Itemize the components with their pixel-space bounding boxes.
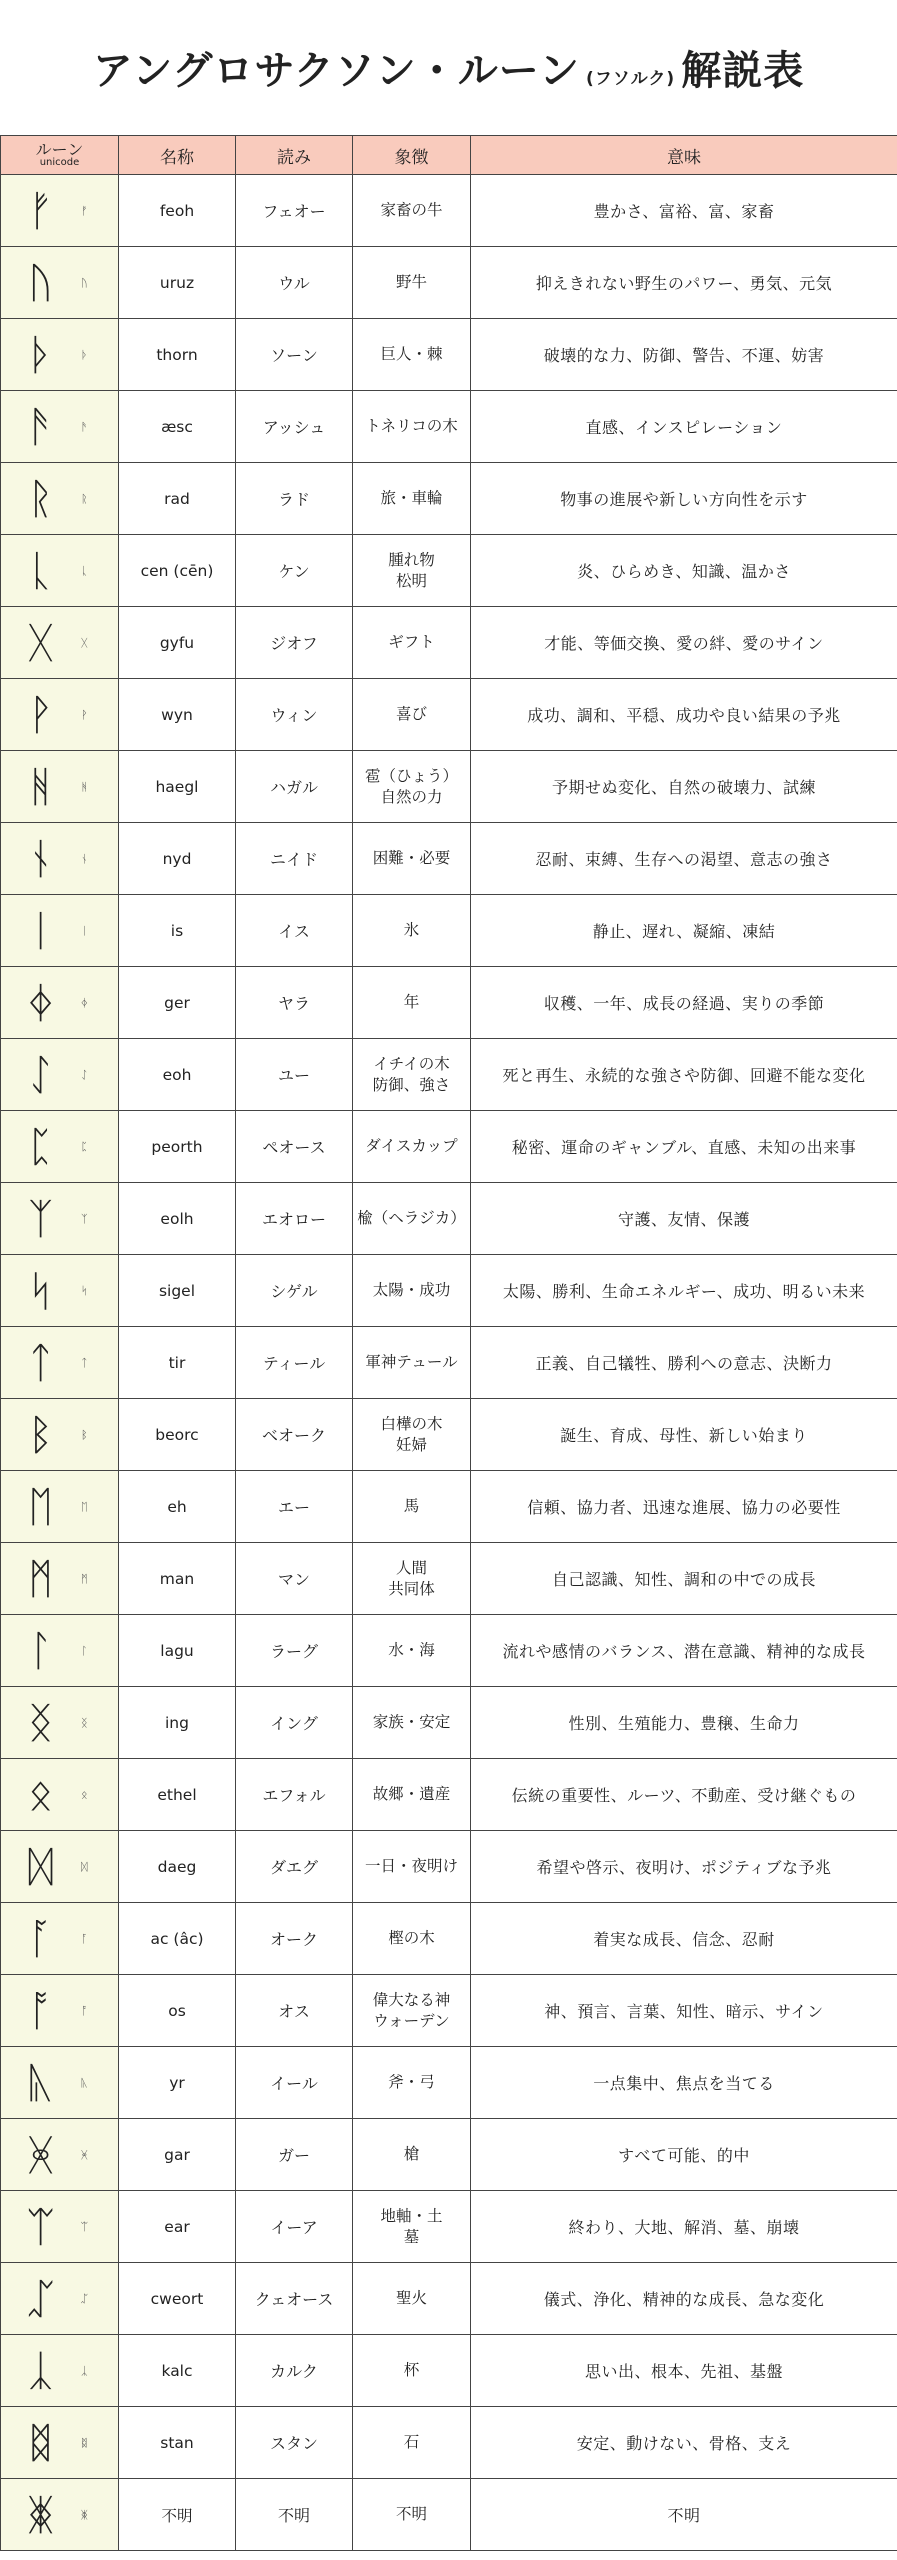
table-row <box>1 2263 897 2335</box>
rune-name: yr <box>119 2047 236 2119</box>
rune-cell <box>1 2335 119 2407</box>
rune-name: peorth <box>119 1111 236 1183</box>
table-row <box>1 751 897 823</box>
rune-meaning: 直感、インスピレーション <box>471 391 897 463</box>
rune-reading: ソーン <box>236 319 353 391</box>
rune-symbol: 故郷・遺産 <box>353 1759 471 1831</box>
rune-glyph: ᛝ <box>28 1697 54 1747</box>
table-row <box>1 1903 897 1975</box>
table-row <box>1 967 897 1039</box>
rune-glyph: ᚹ <box>28 689 54 739</box>
rune-glyph: ᛖ <box>28 1481 54 1531</box>
rune-glyph: ᛥ <box>28 2417 54 2467</box>
rune-unicode-glyph: ᚠ <box>81 204 88 217</box>
table-row <box>1 1615 897 1687</box>
rune-symbol: イチイの木 防御、強さ <box>353 1039 471 1111</box>
rune-name: feoh <box>119 175 236 247</box>
rune-reading: エフォル <box>236 1759 353 1831</box>
rune-unicode-glyph: ᛁ <box>81 924 88 937</box>
rune-unicode-glyph: ᚪ <box>81 1932 88 1945</box>
rune-reading: オス <box>236 1975 353 2047</box>
rune-unicode-glyph: ᛗ <box>81 1572 88 1585</box>
rune-reading: ガー <box>236 2119 353 2191</box>
rune-name: eoh <box>119 1039 236 1111</box>
rune-glyph: ᛞ <box>28 1841 54 1891</box>
table-row <box>1 1327 897 1399</box>
rune-unicode-glyph: ᛒ <box>81 1428 88 1441</box>
rune-meaning: 予期せぬ変化、自然の破壊力、試練 <box>471 751 897 823</box>
rune-glyph: ᛒ <box>28 1409 54 1459</box>
rune-name: is <box>119 895 236 967</box>
table-row <box>1 247 897 319</box>
rune-symbol: ギフト <box>353 607 471 679</box>
rune-glyph: ᛟ <box>28 1769 54 1819</box>
table-row <box>1 2479 897 2551</box>
rune-symbol: 腫れ物 松明 <box>353 535 471 607</box>
rune-cell <box>1 1039 119 1111</box>
rune-meaning: 物事の進展や新しい方向性を示す <box>471 463 897 535</box>
table-row <box>1 823 897 895</box>
rune-cell <box>1 1543 119 1615</box>
table-body <box>1 175 897 2551</box>
rune-cell <box>1 319 119 391</box>
rune-symbol: ダイスカップ <box>353 1111 471 1183</box>
rune-name: haegl <box>119 751 236 823</box>
rune-cell <box>1 463 119 535</box>
rune-meaning: 破壊的な力、防御、警告、不運、妨害 <box>471 319 897 391</box>
rune-meaning: 自己認識、知性、調和の中での成長 <box>471 1543 897 1615</box>
rune-unicode-glyph: ᛣ <box>81 2364 88 2377</box>
rune-reading: シゲル <box>236 1255 353 1327</box>
table-row <box>1 1183 897 1255</box>
rune-symbol: 不明 <box>353 2479 471 2551</box>
rune-glyph: ᛋ <box>28 1265 54 1315</box>
header-name: 名称 <box>119 136 236 175</box>
rune-symbol: 軍神テュール <box>353 1327 471 1399</box>
rune-glyph: ᚸ <box>28 2129 54 2179</box>
rune-symbol: 偉大なる神 ウォーデン <box>353 1975 471 2047</box>
rune-unicode-glyph: ᛉ <box>81 1212 88 1225</box>
rune-cell <box>1 2263 119 2335</box>
rune-unicode-glyph: ᚳ <box>81 564 88 577</box>
rune-name: cen (cēn) <box>119 535 236 607</box>
rune-symbol: 地軸・土 墓 <box>353 2191 471 2263</box>
rune-cell <box>1 751 119 823</box>
rune-meaning: 太陽、勝利、生命エネルギー、成功、明るい未来 <box>471 1255 897 1327</box>
rune-symbol: 樫の木 <box>353 1903 471 1975</box>
rune-glyph: ᛢ <box>28 2273 54 2323</box>
rune-symbol: 水・海 <box>353 1615 471 1687</box>
title-suffix: 解説表 <box>681 48 805 94</box>
rune-unicode-glyph: ᛝ <box>81 1716 88 1729</box>
rune-unicode-glyph: ᛚ <box>81 1644 88 1657</box>
rune-reading: マン <box>236 1543 353 1615</box>
rune-unicode-glyph: ᚻ <box>81 780 88 793</box>
rune-name: rad <box>119 463 236 535</box>
rune-unicode-glyph: ᚹ <box>81 708 88 721</box>
title-paren: (フソルク) <box>586 69 676 89</box>
rune-unicode-glyph: ᚣ <box>81 2076 88 2089</box>
rune-reading: ケン <box>236 535 353 607</box>
rune-meaning: 豊かさ、富裕、富、家畜 <box>471 175 897 247</box>
rune-name: thorn <box>119 319 236 391</box>
rune-name: 不明 <box>119 2479 236 2551</box>
rune-glyph: ᛇ <box>28 1049 54 1099</box>
rune-unicode-glyph: ᛤ <box>81 2508 88 2521</box>
rune-symbol: 家族・安定 <box>353 1687 471 1759</box>
rune-symbol: 巨人・棘 <box>353 319 471 391</box>
table-row <box>1 1759 897 1831</box>
rune-glyph: ᛣ <box>28 2345 54 2395</box>
rune-meaning: 正義、自己犠牲、勝利への意志、決断力 <box>471 1327 897 1399</box>
rune-unicode-glyph: ᚩ <box>81 2004 88 2017</box>
rune-cell <box>1 2119 119 2191</box>
table-row <box>1 2407 897 2479</box>
rune-symbol: 白樺の木 妊婦 <box>353 1399 471 1471</box>
rune-reading: ユー <box>236 1039 353 1111</box>
rune-glyph: ᛗ <box>28 1553 54 1603</box>
rune-meaning: 成功、調和、平穏、成功や良い結果の予兆 <box>471 679 897 751</box>
rune-symbol: 槍 <box>353 2119 471 2191</box>
rune-cell <box>1 1471 119 1543</box>
table-row <box>1 2335 897 2407</box>
rune-meaning: 死と再生、永続的な強さや防御、回避不能な変化 <box>471 1039 897 1111</box>
rune-reading: ベオーク <box>236 1399 353 1471</box>
header-reading: 読み <box>236 136 353 175</box>
rune-cell <box>1 679 119 751</box>
rune-meaning: 性別、生殖能力、豊穣、生命力 <box>471 1687 897 1759</box>
rune-meaning: 秘密、運命のギャンブル、直感、未知の出来事 <box>471 1111 897 1183</box>
rune-reading: ヤラ <box>236 967 353 1039</box>
rune-meaning: 希望や啓示、夜明け、ポジティブな予兆 <box>471 1831 897 1903</box>
table-row <box>1 1975 897 2047</box>
rune-reading: オーク <box>236 1903 353 1975</box>
rune-symbol: 野牛 <box>353 247 471 319</box>
rune-name: uruz <box>119 247 236 319</box>
rune-reading: イール <box>236 2047 353 2119</box>
rune-name: eolh <box>119 1183 236 1255</box>
header-rune <box>1 136 119 175</box>
rune-reading: ジオフ <box>236 607 353 679</box>
table-row <box>1 1687 897 1759</box>
rune-reading: 不明 <box>236 2479 353 2551</box>
rune-unicode-glyph: ᛈ <box>81 1140 88 1153</box>
rune-name: sigel <box>119 1255 236 1327</box>
rune-cell <box>1 1399 119 1471</box>
rune-glyph: ᚩ <box>28 1985 54 2035</box>
rune-reading: ハガル <box>236 751 353 823</box>
rune-name: ethel <box>119 1759 236 1831</box>
rune-cell <box>1 1255 119 1327</box>
rune-unicode-glyph: ᛋ <box>81 1284 88 1297</box>
rune-glyph: ᛁ <box>28 905 54 955</box>
rune-meaning: 思い出、根本、先祖、基盤 <box>471 2335 897 2407</box>
rune-reading: ラド <box>236 463 353 535</box>
rune-name: tir <box>119 1327 236 1399</box>
rune-symbol: 人間 共同体 <box>353 1543 471 1615</box>
rune-cell <box>1 2191 119 2263</box>
rune-symbol: 雹（ひょう） 自然の力 <box>353 751 471 823</box>
rune-symbol: 年 <box>353 967 471 1039</box>
rune-unicode-glyph: ᛄ <box>81 996 88 1009</box>
rune-unicode-glyph: ᛖ <box>81 1500 88 1513</box>
rune-meaning: 儀式、浄化、精神的な成長、急な変化 <box>471 2263 897 2335</box>
rune-cell <box>1 2479 119 2551</box>
table-row <box>1 1831 897 1903</box>
rune-unicode-glyph: ᚫ <box>81 420 88 433</box>
rune-glyph: ᚢ <box>28 257 54 307</box>
rune-symbol: 石 <box>353 2407 471 2479</box>
rune-meaning: 収穫、一年、成長の経過、実りの季節 <box>471 967 897 1039</box>
rune-cell <box>1 1183 119 1255</box>
rune-reading: エー <box>236 1471 353 1543</box>
rune-name: ac (âc) <box>119 1903 236 1975</box>
rune-symbol: トネリコの木 <box>353 391 471 463</box>
rune-unicode-glyph: ᛠ <box>81 2220 88 2233</box>
rune-symbol: 家畜の牛 <box>353 175 471 247</box>
rune-cell <box>1 1687 119 1759</box>
rune-meaning: すべて可能、的中 <box>471 2119 897 2191</box>
rune-name: æsc <box>119 391 236 463</box>
rune-reading: ニイド <box>236 823 353 895</box>
rune-glyph: ᚳ <box>28 545 54 595</box>
table-row <box>1 679 897 751</box>
table-row <box>1 1399 897 1471</box>
rune-glyph: ᚦ <box>28 329 54 379</box>
rune-name: ing <box>119 1687 236 1759</box>
rune-glyph: ᚱ <box>28 473 54 523</box>
rune-cell <box>1 1903 119 1975</box>
rune-cell <box>1 391 119 463</box>
rune-cell <box>1 607 119 679</box>
header-meaning: 意味 <box>471 136 897 175</box>
rune-table <box>0 135 897 2551</box>
rune-name: man <box>119 1543 236 1615</box>
rune-symbol: 困難・必要 <box>353 823 471 895</box>
rune-name: kalc <box>119 2335 236 2407</box>
table-header <box>1 136 897 175</box>
rune-glyph: ᚾ <box>28 833 54 883</box>
rune-name: gar <box>119 2119 236 2191</box>
rune-symbol: 楡（ヘラジカ） <box>353 1183 471 1255</box>
header-rune-label: ルーン <box>35 140 84 159</box>
header-rune-sublabel: unicode <box>39 157 80 168</box>
rune-unicode-glyph: ᛞ <box>81 1860 88 1873</box>
rune-reading: ウィン <box>236 679 353 751</box>
rune-glyph: ᚣ <box>28 2057 54 2107</box>
rune-cell <box>1 1759 119 1831</box>
rune-name: eh <box>119 1471 236 1543</box>
page-title <box>93 39 804 96</box>
rune-cell <box>1 1615 119 1687</box>
rune-name: nyd <box>119 823 236 895</box>
rune-symbol: 喜び <box>353 679 471 751</box>
table-row <box>1 2047 897 2119</box>
table-row <box>1 463 897 535</box>
rune-meaning: 着実な成長、信念、忍耐 <box>471 1903 897 1975</box>
table-row <box>1 895 897 967</box>
rune-symbol: 太陽・成功 <box>353 1255 471 1327</box>
rune-meaning: 安定、動けない、骨格、支え <box>471 2407 897 2479</box>
rune-glyph: ᛚ <box>28 1625 54 1675</box>
table-row <box>1 1039 897 1111</box>
rune-symbol: 一日・夜明け <box>353 1831 471 1903</box>
rune-name: stan <box>119 2407 236 2479</box>
rune-reading: イーア <box>236 2191 353 2263</box>
rune-unicode-glyph: ᚸ <box>81 2148 88 2161</box>
rune-meaning: 静止、遅れ、凝縮、凍結 <box>471 895 897 967</box>
rune-cell <box>1 1111 119 1183</box>
rune-cell <box>1 535 119 607</box>
rune-cell <box>1 2407 119 2479</box>
rune-reading: フェオー <box>236 175 353 247</box>
rune-reading: ウル <box>236 247 353 319</box>
table-row <box>1 1471 897 1543</box>
rune-reading: ダエグ <box>236 1831 353 1903</box>
header-symbol: 象徴 <box>353 136 471 175</box>
rune-cell <box>1 1975 119 2047</box>
rune-meaning: 一点集中、焦点を当てる <box>471 2047 897 2119</box>
rune-unicode-glyph: ᚷ <box>81 636 88 649</box>
rune-glyph: ᛉ <box>28 1193 54 1243</box>
rune-meaning: 信頼、協力者、迅速な進展、協力の必要性 <box>471 1471 897 1543</box>
rune-symbol: 聖火 <box>353 2263 471 2335</box>
rune-unicode-glyph: ᛢ <box>81 2292 88 2305</box>
rune-symbol: 杯 <box>353 2335 471 2407</box>
title-bar <box>0 0 897 135</box>
rune-reading: ラーグ <box>236 1615 353 1687</box>
rune-meaning: 忍耐、束縛、生存への渇望、意志の強さ <box>471 823 897 895</box>
table-row <box>1 2119 897 2191</box>
rune-name: beorc <box>119 1399 236 1471</box>
rune-reading: ティール <box>236 1327 353 1399</box>
rune-meaning: 伝統の重要性、ルーツ、不動産、受け継ぐもの <box>471 1759 897 1831</box>
rune-reading: カルク <box>236 2335 353 2407</box>
rune-glyph: ᚫ <box>28 401 54 451</box>
rune-reading: エオロー <box>236 1183 353 1255</box>
rune-name: lagu <box>119 1615 236 1687</box>
table-row <box>1 535 897 607</box>
rune-cell <box>1 175 119 247</box>
rune-symbol: 馬 <box>353 1471 471 1543</box>
rune-name: ger <box>119 967 236 1039</box>
rune-meaning: 不明 <box>471 2479 897 2551</box>
rune-meaning: 才能、等価交換、愛の絆、愛のサイン <box>471 607 897 679</box>
rune-cell <box>1 895 119 967</box>
rune-name: ear <box>119 2191 236 2263</box>
rune-reading: ペオース <box>236 1111 353 1183</box>
rune-meaning: 守護、友情、保護 <box>471 1183 897 1255</box>
rune-glyph: ᛤ <box>28 2489 54 2539</box>
rune-cell <box>1 247 119 319</box>
rune-meaning: 終わり、大地、解消、墓、崩壊 <box>471 2191 897 2263</box>
rune-reading: イス <box>236 895 353 967</box>
rune-reading: イング <box>236 1687 353 1759</box>
rune-name: cweort <box>119 2263 236 2335</box>
rune-cell <box>1 823 119 895</box>
rune-glyph: ᚪ <box>28 1913 54 1963</box>
rune-unicode-glyph: ᛏ <box>81 1356 88 1369</box>
rune-symbol: 斧・弓 <box>353 2047 471 2119</box>
header-row <box>1 136 897 175</box>
table-row <box>1 1543 897 1615</box>
rune-reading: アッシュ <box>236 391 353 463</box>
rune-symbol: 氷 <box>353 895 471 967</box>
rune-glyph: ᛈ <box>28 1121 54 1171</box>
table-row <box>1 175 897 247</box>
rune-meaning: 神、預言、言葉、知性、暗示、サイン <box>471 1975 897 2047</box>
rune-cell <box>1 2047 119 2119</box>
rune-name: gyfu <box>119 607 236 679</box>
rune-glyph: ᛏ <box>28 1337 54 1387</box>
rune-glyph: ᚻ <box>28 761 54 811</box>
rune-glyph: ᛄ <box>28 977 54 1027</box>
rune-meaning: 抑えきれない野生のパワー、勇気、元気 <box>471 247 897 319</box>
rune-unicode-glyph: ᛇ <box>81 1068 88 1081</box>
table-row <box>1 391 897 463</box>
table-row <box>1 319 897 391</box>
rune-cell <box>1 967 119 1039</box>
rune-meaning: 誕生、育成、母性、新しい始まり <box>471 1399 897 1471</box>
title-main: アングロサクソン・ルーン <box>92 48 580 94</box>
rune-glyph: ᚠ <box>28 185 54 235</box>
rune-meaning: 炎、ひらめき、知識、温かさ <box>471 535 897 607</box>
table-row <box>1 607 897 679</box>
rune-unicode-glyph: ᚱ <box>81 492 88 505</box>
rune-reading: スタン <box>236 2407 353 2479</box>
rune-name: daeg <box>119 1831 236 1903</box>
rune-unicode-glyph: ᛥ <box>81 2436 88 2449</box>
rune-cell <box>1 1327 119 1399</box>
rune-name: os <box>119 1975 236 2047</box>
rune-meaning: 流れや感情のバランス、潜在意識、精神的な成長 <box>471 1615 897 1687</box>
rune-glyph: ᚷ <box>28 617 54 667</box>
rune-unicode-glyph: ᛟ <box>81 1788 88 1801</box>
rune-reading: クェオース <box>236 2263 353 2335</box>
table-row <box>1 1111 897 1183</box>
rune-unicode-glyph: ᚢ <box>81 276 88 289</box>
rune-unicode-glyph: ᚦ <box>81 348 88 361</box>
table-row <box>1 1255 897 1327</box>
rune-name: wyn <box>119 679 236 751</box>
rune-glyph: ᛠ <box>28 2201 54 2251</box>
rune-cell <box>1 1831 119 1903</box>
rune-unicode-glyph: ᚾ <box>81 852 88 865</box>
table-row <box>1 2191 897 2263</box>
rune-symbol: 旅・車輪 <box>353 463 471 535</box>
